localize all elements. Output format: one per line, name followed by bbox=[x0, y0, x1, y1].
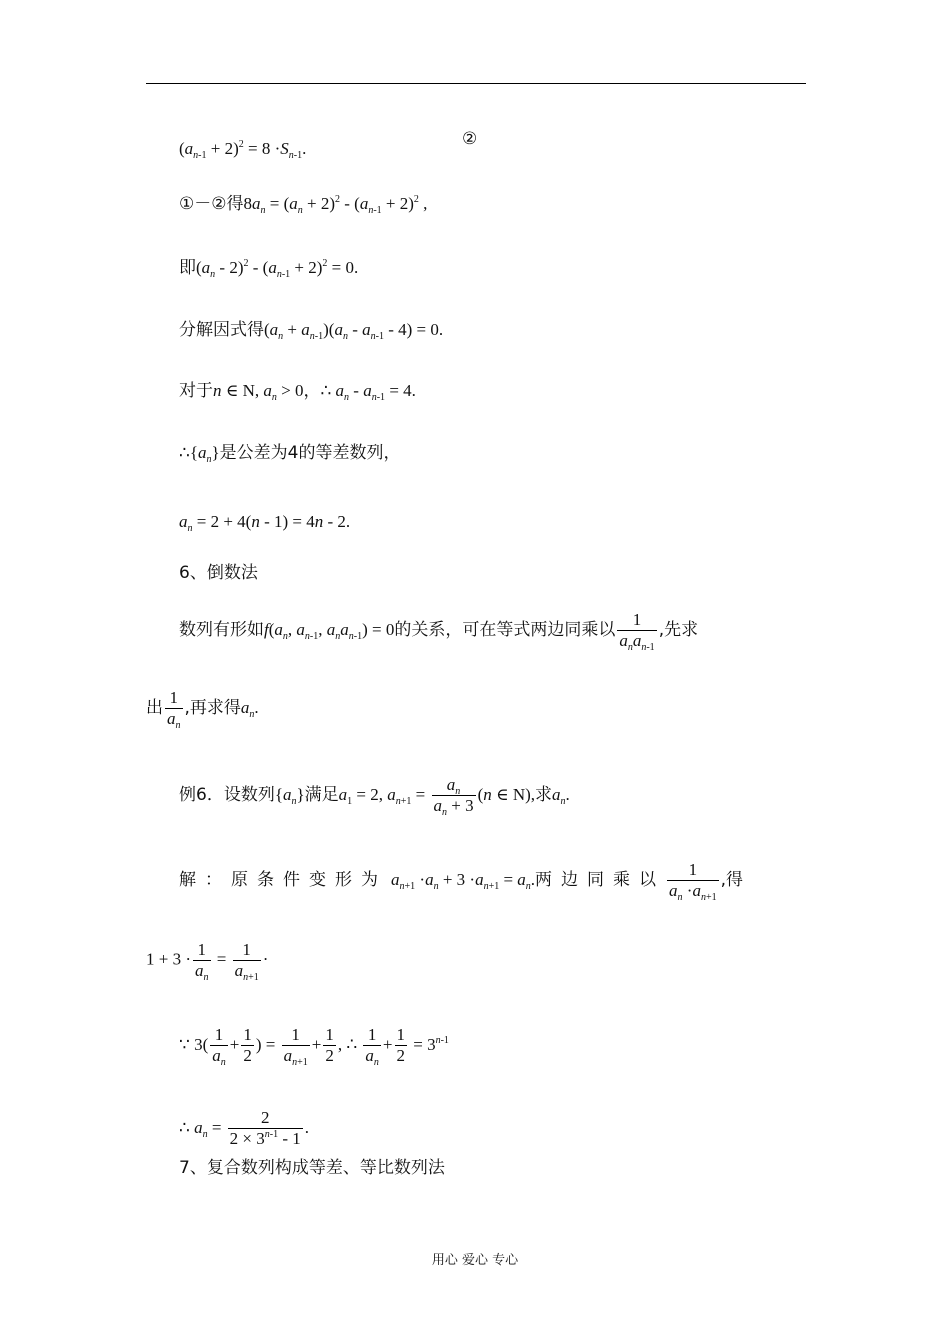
section-6-text: 数列有形如$f(a_n$, $a_{n-1}$, $a_na_{n-1}) = 0$的关系，可在等式两边同乘以 $\frac{1}{a_na_{n-1}}$ ,先求 bbox=[179, 610, 699, 653]
line-6-suffix: 是公差为4的等差数列， bbox=[219, 443, 401, 463]
fraction-1-over-2: $\frac{1}{2}$ bbox=[325, 1025, 334, 1065]
equation-line-1: $(a_{n-1} + 2)^2 = 8 \cdot S_{n-1}$. bbox=[179, 139, 307, 161]
solution-eq-1: 1 + 3 · $\frac{1}{a_n}$ = $\frac{1}{a_{n+1}}$ · bbox=[146, 940, 269, 983]
solution-line: 解：原条件变形为 $a_{n+1} \cdot a_n + 3 \cdot a_{n+1} = a_n$.两边同乘以 $\frac{1}{a_n \cdot a_{n+1}}$ ,得 bbox=[179, 860, 744, 903]
fraction-final: $\frac{2}{2 \times 3^{n-1} - 1}$ bbox=[229, 1108, 301, 1148]
section-6-text-cont: 出 $\frac{1}{a_n}$ ,再求得$a_n$. bbox=[146, 688, 259, 731]
circled-two: ② bbox=[462, 129, 478, 149]
equation-line-2: ①－②得$8a_n = (a_n + 2)^2 - (a_{n-1} + 2)^2$ , bbox=[179, 194, 428, 216]
sol-b: 两边同乘以 bbox=[535, 870, 666, 890]
line-2-prefix: ①－②得 bbox=[179, 194, 244, 214]
sec6-text-c: ,先求 bbox=[658, 620, 699, 640]
fraction-1-over-an: $\frac{1}{a_n}$ bbox=[195, 940, 209, 983]
line-4-prefix: 分解因式得 bbox=[179, 320, 264, 340]
fraction-1-over-an: $\frac{1}{a_n}$ bbox=[212, 1025, 226, 1068]
section-6-title: 6、倒数法 bbox=[179, 563, 258, 583]
fraction-1-over-2: $\frac{1}{2}$ bbox=[243, 1025, 252, 1065]
fraction-1-over-an: $\frac{1}{a_n}$ bbox=[167, 688, 181, 731]
equation-line-7: $a_n = 2 + 4(n - 1) = 4n - 2$. bbox=[179, 512, 351, 534]
solution-eq-2: ∵ 3( $\frac{1}{a_n}$ + $\frac{1}{2}$ ) = $\frac{1}{a_{n+1}}$ + $\frac{1}{2}$ , ∴ $\frac{1}{a_n}$ + $\frac{1}{2}$ = $3^{n-1}$ bbox=[179, 1025, 449, 1068]
ex6-b: 满足 bbox=[304, 785, 339, 805]
header-rule bbox=[146, 83, 806, 84]
line-5-prefix: 对于 bbox=[179, 381, 213, 401]
sol-a: 解：原条件变形为 bbox=[179, 870, 387, 890]
sec6-text-d: 出 bbox=[146, 698, 163, 718]
ex6-a: 例6．设数列 bbox=[179, 785, 275, 805]
example-6: 例6．设数列$\{a_n\}$满足$a_1 = 2$, $a_{n+1}$ = $\frac{a_n}{a_n + 3}$ (n ∈ N),求$a_n$. bbox=[179, 775, 570, 818]
equation-line-4: 分解因式得$(a_n + a_{n-1})(a_n - a_{n-1} - 4) = 0$. bbox=[179, 320, 444, 342]
sec6-text-b: 的关系，可在等式两边同乘以 bbox=[394, 620, 616, 640]
fraction-1-over-2: $\frac{1}{2}$ bbox=[396, 1025, 405, 1065]
line-3-prefix: 即 bbox=[179, 258, 196, 278]
sol-c: ,得 bbox=[720, 870, 744, 890]
fraction-an-over-an-plus-3: $\frac{a_n}{a_n + 3}$ bbox=[433, 775, 474, 818]
sec6-text-e: ,再求得 bbox=[184, 698, 241, 718]
equation-line-3: 即$(a_n - 2)^2 - (a_{n-1} + 2)^2 = 0$. bbox=[179, 258, 359, 280]
sec6-text-a: 数列有形如 bbox=[179, 620, 264, 640]
fraction-1-over-an: $\frac{1}{a_n}$ bbox=[365, 1025, 379, 1068]
ex6-c: 求 bbox=[535, 785, 553, 805]
fraction-1-over-an-an1: $\frac{1}{a_n \cdot a_{n+1}}$ bbox=[669, 860, 717, 903]
fraction-1-over-anan1: $\frac{1}{a_na_{n-1}}$ bbox=[619, 610, 655, 653]
equation-line-5: 对于n ∈ N, $a_n > 0$，∴ $a_n - a_{n-1} = 4$. bbox=[179, 381, 416, 403]
page-footer: 用心 爱心 专心 bbox=[431, 1253, 519, 1268]
fraction-1-over-an1: $\frac{1}{a_{n+1}}$ bbox=[283, 1025, 308, 1068]
because-symbol: ∵ bbox=[179, 1035, 190, 1055]
therefore-symbol: ∴ bbox=[320, 381, 332, 401]
equation-line-6: $\therefore\{a_n\}$是公差为4的等差数列， bbox=[179, 443, 401, 465]
solution-eq-3: ∴ $a_n$ = $\frac{2}{2 \times 3^{n-1} - 1}$ . bbox=[179, 1108, 310, 1148]
therefore-symbol: ∴ bbox=[179, 1118, 190, 1138]
fraction-1-over-an1: $\frac{1}{a_{n+1}}$ bbox=[234, 940, 259, 983]
section-7-title: 7、复合数列构成等差、等比数列法 bbox=[179, 1158, 445, 1178]
therefore-symbol: ∴ bbox=[179, 443, 190, 463]
line-5-sep: ， bbox=[303, 381, 321, 401]
